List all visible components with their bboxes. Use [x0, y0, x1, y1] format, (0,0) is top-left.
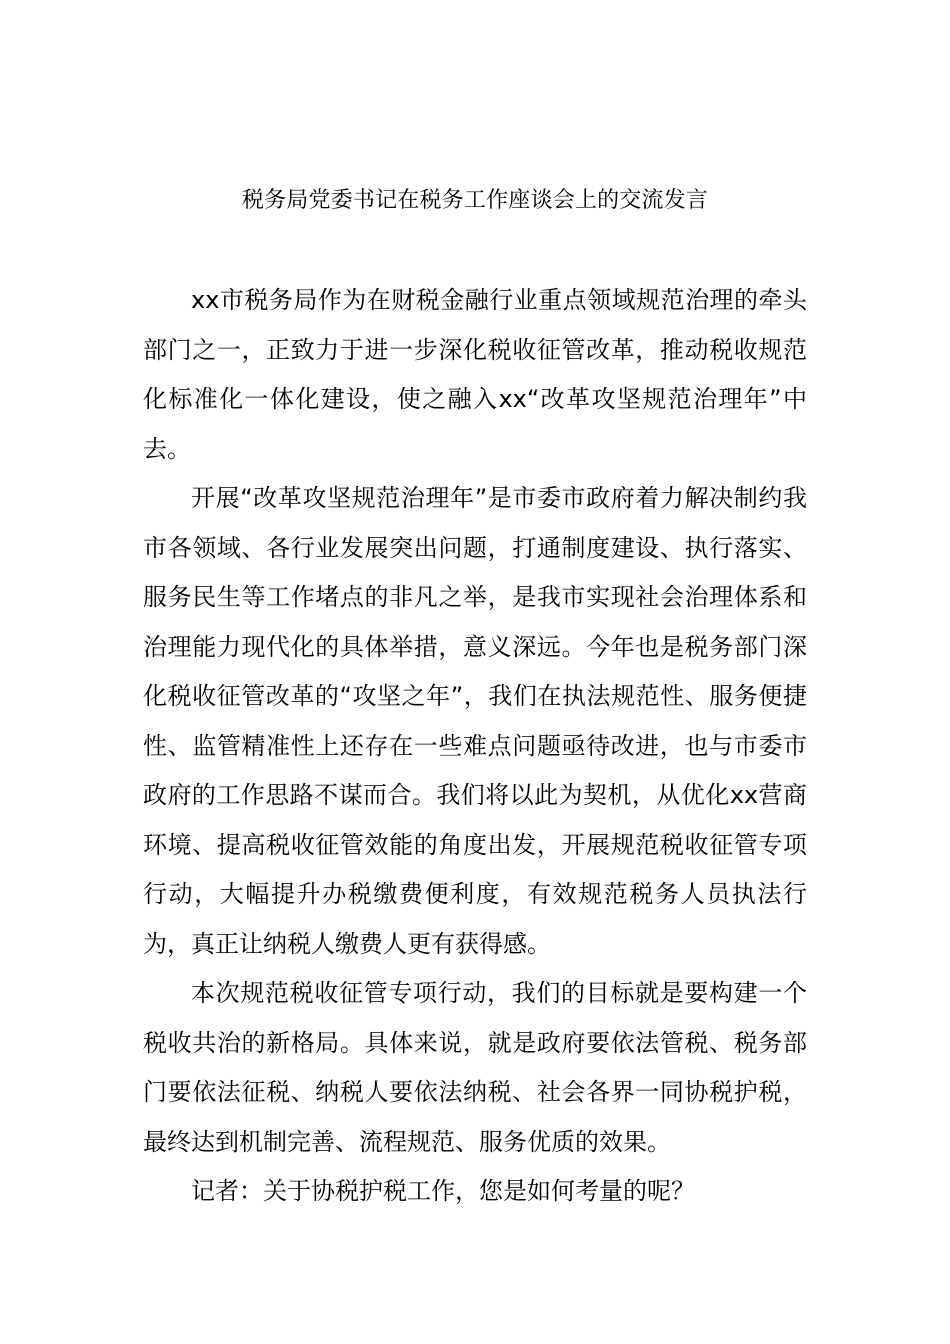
- paragraph-1: xx市税务局作为在财税金融行业重点领域规范治理的牵头部门之一，正致力于进一步深化税收征管改革，推动税收规范化标准化一体化建设，使之融入xx“改革攻坚规范治理年”中去。: [143, 286, 807, 463]
- document-body: [143, 276, 807, 1217]
- paragraph-4: 记者：关于协税护税工作，您是如何考量的呢？: [191, 1177, 695, 1205]
- document-title: 税务局党委书记在税务工作座谈会上的交流发言: [241, 188, 709, 213]
- paragraph-3: 本次规范税收征管专项行动，我们的目标就是要构建一个税收共治的新格局。具体来说，就是政府要依法管税、税务部门要依法征税、纳税人要依法纳税、社会各界一同协税护税，最终达到机制完善、流程规范、服务优质的效果。: [143, 979, 807, 1156]
- paragraph-2: 开展“改革攻坚规范治理年”是市委市政府着力解决制约我市各领域、各行业发展突出问题，打通制度建设、执行落实、服务民生等工作堵点的非凡之举，是我市实现社会治理体系和治理能力现代化的具体举措，意义深远。今年也是税务部门深化税收征管改革的“攻坚之年”，我们在执法规范性、服务便捷性、监管精准性上还存在一些难点问题亟待改进，也与市委市政府的工作思路不谋而合。我们将以此为契机，从优化xx营商环境、提高税收征管效能的角度出发，开展规范税收征管专项行动，大幅提升办税缴费便利度，有效规范税务人员执法行为，真正让纳税人缴费人更有获得感。: [143, 484, 807, 958]
